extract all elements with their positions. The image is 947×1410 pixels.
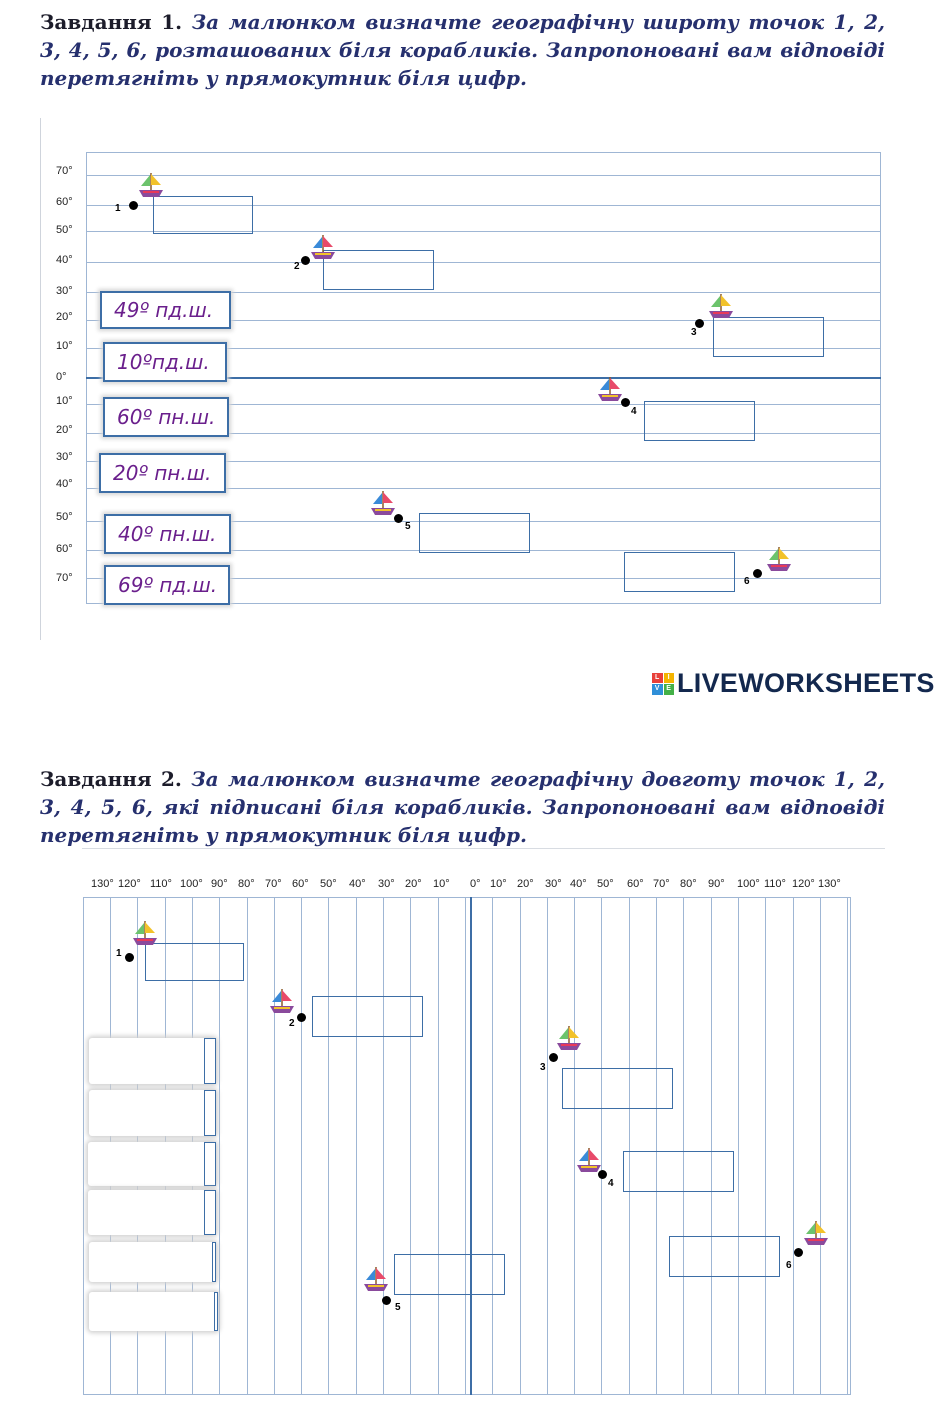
- ship-icon: [765, 545, 793, 573]
- chip-edge: [204, 1090, 216, 1136]
- task1-heading: [40, 8, 885, 92]
- ship-icon: [802, 1219, 830, 1247]
- answer-box-3[interactable]: [713, 317, 824, 357]
- latitude-label: 60°: [56, 196, 73, 208]
- ship-icon: [596, 375, 624, 403]
- answer-chip-6[interactable]: 69º пд.ш.: [104, 565, 230, 605]
- answer-box-1[interactable]: [145, 943, 244, 981]
- longitude-label: 130°: [818, 878, 841, 890]
- ship-icon: [309, 233, 337, 261]
- answer-box-4[interactable]: [623, 1151, 734, 1192]
- task1-frame-left: [40, 118, 41, 640]
- longitude-line: [656, 897, 657, 1395]
- latitude-label: 0°: [56, 371, 67, 383]
- point-marker: [753, 569, 762, 578]
- point-marker: [297, 1013, 306, 1022]
- longitude-line: [438, 897, 439, 1395]
- longitude-label: 20°: [517, 878, 534, 890]
- ship-icon: [268, 987, 296, 1015]
- latitude-label: 50°: [56, 224, 73, 236]
- task1-number: Завдання 1.: [40, 10, 183, 34]
- latitude-label: 30°: [56, 451, 73, 463]
- point-label: 1: [116, 948, 122, 959]
- point-marker: [382, 1296, 391, 1305]
- answer-box-2[interactable]: [323, 250, 434, 290]
- answer-chip-4[interactable]: 20º пн.ш.: [99, 453, 226, 493]
- ship-icon: [575, 1146, 603, 1174]
- longitude-label: 130°: [91, 878, 114, 890]
- longitude-line: [547, 897, 548, 1395]
- longitude-label: 110°: [150, 878, 172, 890]
- longitude-line: [356, 897, 357, 1395]
- longitude-line: [492, 897, 493, 1395]
- answer-chip-2[interactable]: 10ºпд.ш.: [103, 342, 227, 382]
- longitude-label: 60°: [292, 878, 309, 890]
- latitude-label: 20°: [56, 424, 73, 436]
- point-label: 6: [786, 1260, 792, 1271]
- chip-edge: [204, 1190, 216, 1235]
- point-label: 2: [294, 261, 300, 272]
- logo-text: LIVEWORKSHEETS: [677, 668, 935, 698]
- longitude-label: 100°: [737, 878, 760, 890]
- answer-chip-5[interactable]: [89, 1242, 216, 1282]
- latitude-label: 70°: [56, 572, 73, 584]
- longitude-line: [738, 897, 739, 1395]
- point-marker: [794, 1248, 803, 1257]
- latitude-label: 30°: [56, 285, 73, 297]
- answer-box-6[interactable]: [624, 552, 735, 592]
- chip-edge: [204, 1142, 216, 1186]
- liveworksheets-logo: [652, 668, 935, 699]
- ship-icon: [369, 489, 397, 517]
- longitude-label: 90°: [211, 878, 228, 890]
- longitude-line: [328, 897, 329, 1395]
- answer-chip-1[interactable]: 49º пд.ш.: [100, 291, 231, 329]
- chip-edge: [212, 1242, 216, 1282]
- longitude-line: [793, 897, 794, 1395]
- latitude-label: 60°: [56, 543, 73, 555]
- logo-cube-letter: V: [652, 684, 663, 695]
- longitude-label: 10°: [490, 878, 507, 890]
- latitude-line: [86, 175, 881, 176]
- point-label: 3: [691, 327, 697, 338]
- longitude-label: 70°: [265, 878, 282, 890]
- latitude-label: 50°: [56, 511, 73, 523]
- answer-box-3[interactable]: [562, 1068, 673, 1109]
- prime-meridian-line: [470, 897, 472, 1395]
- answer-chip-1[interactable]: [89, 1038, 216, 1084]
- longitude-line: [301, 897, 302, 1395]
- longitude-label: 120°: [792, 878, 815, 890]
- longitude-label: 50°: [597, 878, 614, 890]
- point-label: 4: [631, 406, 637, 417]
- longitude-line: [410, 897, 411, 1395]
- point-marker: [125, 953, 134, 962]
- latitude-label: 10°: [56, 395, 73, 407]
- task2-instruction: За малюнком визначте географічну довготу точок 1, 2, 3, 4, 5, 6, які підписані біля корабликів. Запропоновані вам відповіді перетягніть у прямокутник біля цифр.: [40, 767, 885, 847]
- longitude-line: [765, 897, 766, 1395]
- logo-cube-letter: I: [664, 673, 675, 684]
- ship-icon: [131, 919, 159, 947]
- longitude-line: [683, 897, 684, 1395]
- point-label: 3: [540, 1062, 546, 1073]
- ship-icon: [555, 1024, 583, 1052]
- point-marker: [549, 1053, 558, 1062]
- chip-edge: [214, 1292, 218, 1331]
- longitude-label: 90°: [708, 878, 725, 890]
- longitude-line: [520, 897, 521, 1395]
- logo-cube-icon: [652, 673, 674, 695]
- answer-box-5[interactable]: [419, 513, 530, 553]
- answer-box-4[interactable]: [644, 401, 755, 441]
- answer-chip-2[interactable]: [89, 1090, 216, 1136]
- answer-chip-4[interactable]: [88, 1190, 216, 1235]
- longitude-label: 30°: [378, 878, 395, 890]
- logo-cube-letter: E: [664, 684, 675, 695]
- task1-instruction: За малюнком визначте географічну широту точок 1, 2, 3, 4, 5, 6, розташованих біля корабликів. Запропоновані вам відповіді перетягніть у прямокутник біля цифр.: [40, 10, 885, 90]
- point-label: 6: [744, 576, 750, 587]
- task2-frame-top: [82, 848, 885, 849]
- longitude-label: 20°: [405, 878, 422, 890]
- longitude-label: 50°: [320, 878, 337, 890]
- chip-edge: [204, 1038, 216, 1084]
- latitude-label: 20°: [56, 311, 73, 323]
- longitude-label: 60°: [627, 878, 644, 890]
- longitude-line: [820, 897, 821, 1395]
- longitude-line: [629, 897, 630, 1395]
- longitude-line: [847, 897, 848, 1395]
- longitude-label: 30°: [545, 878, 562, 890]
- latitude-label: 40°: [56, 254, 73, 266]
- answer-chip-6[interactable]: [89, 1292, 218, 1331]
- longitude-line: [247, 897, 248, 1395]
- answer-box-2[interactable]: [312, 996, 423, 1037]
- task2-heading: [40, 765, 885, 849]
- logo-cube-letter: L: [652, 673, 663, 684]
- longitude-line: [274, 897, 275, 1395]
- latitude-label: 10°: [56, 340, 73, 352]
- answer-box-6[interactable]: [669, 1236, 780, 1277]
- point-label: 2: [289, 1018, 295, 1029]
- longitude-label: 40°: [570, 878, 587, 890]
- latitude-label: 70°: [56, 165, 73, 177]
- ship-icon: [362, 1265, 390, 1293]
- point-label: 5: [405, 521, 411, 532]
- answer-chip-5[interactable]: 40º пн.ш.: [104, 514, 231, 554]
- longitude-label: 110°: [764, 878, 786, 890]
- point-label: 5: [395, 1302, 401, 1313]
- latitude-label: 40°: [56, 478, 73, 490]
- latitude-line: [86, 262, 881, 263]
- longitude-label: 120°: [118, 878, 141, 890]
- longitude-label: 80°: [238, 878, 255, 890]
- longitude-line: [383, 897, 384, 1395]
- longitude-label: 100°: [180, 878, 203, 890]
- longitude-label: 10°: [433, 878, 450, 890]
- longitude-label: 40°: [349, 878, 366, 890]
- answer-chip-3[interactable]: [88, 1142, 216, 1186]
- longitude-line: [465, 897, 466, 1395]
- ship-icon: [707, 292, 735, 320]
- longitude-label: 70°: [653, 878, 670, 890]
- answer-box-5[interactable]: [394, 1254, 505, 1295]
- ship-icon: [137, 171, 165, 199]
- longitude-label: 80°: [680, 878, 697, 890]
- answer-chip-3[interactable]: 60º пн.ш.: [103, 397, 229, 437]
- longitude-label: 0°: [470, 878, 481, 890]
- point-label: 4: [608, 1178, 614, 1189]
- longitude-line: [711, 897, 712, 1395]
- answer-box-1[interactable]: [153, 196, 253, 234]
- task2-number: Завдання 2.: [40, 767, 182, 791]
- point-label: 1: [115, 203, 121, 214]
- point-marker: [129, 201, 138, 210]
